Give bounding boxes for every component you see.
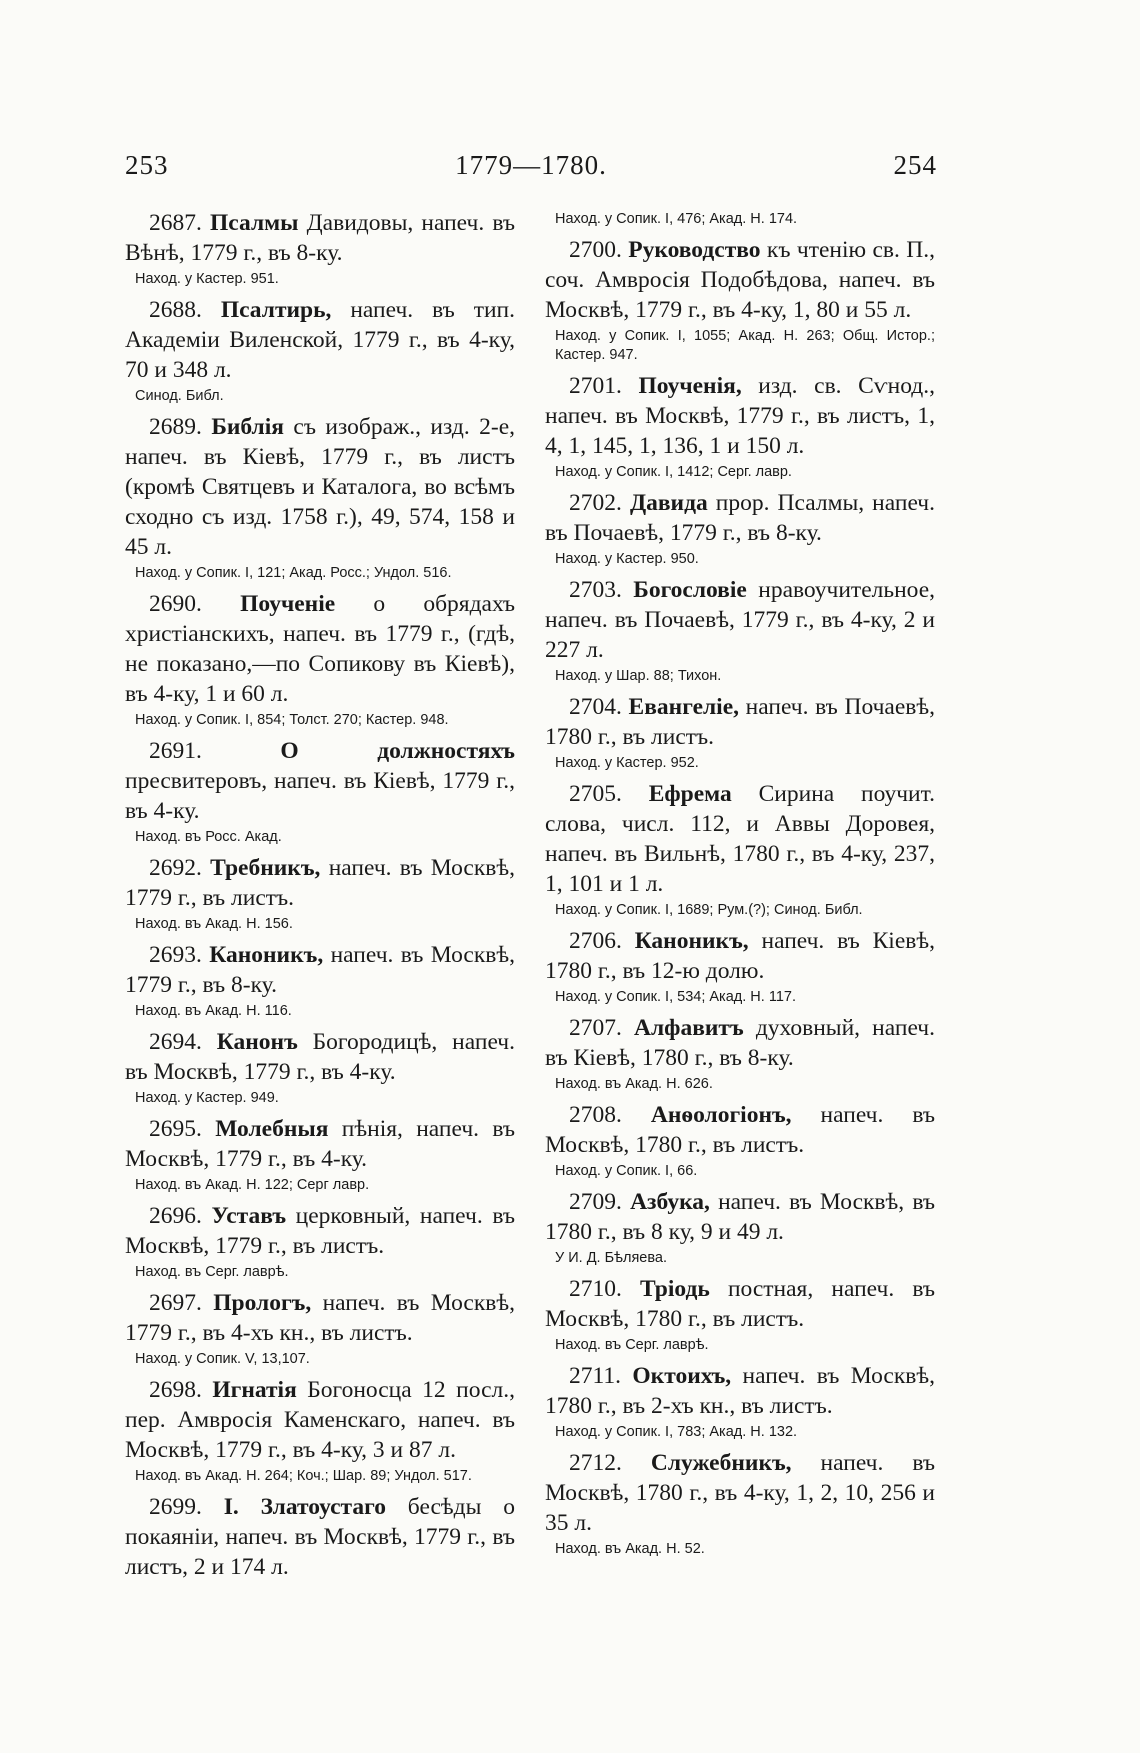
entry-source: Наход. у Кастер. 952. <box>555 755 699 771</box>
bibliography-entry <box>545 235 935 365</box>
entry-text <box>125 295 515 385</box>
entry-number: 2709. <box>569 1189 622 1215</box>
bibliography-entry <box>125 1288 515 1369</box>
entry-description: напеч. въ Москвѣ, 1779 г., въ 4-хъ кн., въ листъ. <box>125 1290 515 1346</box>
bibliography-entry <box>545 1013 935 1094</box>
entry-title: Уставъ <box>211 1203 287 1229</box>
entry-description: напеч. въ Москвѣ, 1780 г., въ листъ. <box>545 1102 935 1158</box>
entry-title: Евангеліе, <box>628 694 740 720</box>
entry-title: Игнатія <box>212 1377 297 1403</box>
entry-source: Наход. въ Росс. Акад. <box>135 829 282 845</box>
entry-description: Сирина поучит. слова, числ. 112, и Аввы Доровея, напеч. въ Вильнѣ, 1780 г., въ 4-ку, 237, 1, 101 и 1 л. <box>545 781 936 897</box>
entry-title: Требникъ, <box>210 855 321 881</box>
entry-text <box>125 1027 515 1087</box>
entry-title: Молебныя <box>215 1116 329 1142</box>
running-head-years: 1779—1780. <box>455 150 607 180</box>
entry-source: Наход. у Сопик. I, 1689; Рум.(?); Синод. Библ. <box>555 902 863 918</box>
entry-text <box>545 1274 935 1334</box>
left-column <box>125 208 515 1584</box>
entry-text <box>125 940 515 1000</box>
bibliography-entry <box>545 1448 935 1559</box>
entry-description: напеч. въ Москвѣ, въ 1780 г., въ 8 ку, 9 и 49 л. <box>545 1189 935 1245</box>
entry-description: напеч. въ Москвѣ, 1779 г., въ листъ. <box>125 855 515 911</box>
entry-number: 2694. <box>149 1029 202 1055</box>
entry-description: Богородицѣ, напеч. въ Москвѣ, 1779 г., въ 4-ку. <box>125 1029 515 1085</box>
entry-source: Наход. у Сопик. I, 121; Акад. Росс.; Ундол. 516. <box>135 565 452 581</box>
entry-text <box>125 1492 515 1582</box>
entry-description: къ чтенію св. П., соч. Амвросія Подобѣдова, напеч. въ Москвѣ, 1779 г., въ 4-ку, 1, 80 и 55 л. <box>545 237 936 323</box>
bibliography-entry <box>125 1114 515 1195</box>
entry-description: постная, напеч. въ Москвѣ, 1780 г., въ листъ. <box>545 1276 936 1332</box>
entry-text <box>125 853 515 913</box>
entry-number: 2706. <box>569 928 622 954</box>
bibliography-entry <box>545 1187 935 1268</box>
entry-description: напеч. въ Москвѣ, 1780 г., въ 4-ку, 1, 2, 10, 256 и 35 л. <box>545 1450 935 1536</box>
entry-source: Наход. у Кастер. 949. <box>135 1090 279 1106</box>
entry-title: Руководство <box>628 237 761 263</box>
entry-description: бесѣды о покаяніи, напеч. въ Москвѣ, 1779 г., въ листъ, 2 и 174 л. <box>125 1494 515 1580</box>
bibliography-entry <box>545 779 935 920</box>
entry-text <box>545 488 935 548</box>
page-number-left: 253 <box>125 150 169 180</box>
bibliography-entry <box>125 853 515 934</box>
entry-description: прор. Псалмы, напеч. въ Почаевѣ, 1779 г., въ 8-ку. <box>545 490 935 546</box>
entry-description: пѣнія, напеч. въ Москвѣ, 1779 г., въ 4-ку. <box>125 1116 515 1172</box>
entry-number: 2697. <box>149 1290 202 1316</box>
entry-text <box>125 412 515 562</box>
bibliography-entry <box>545 488 935 569</box>
entry-title: Октоихъ, <box>632 1363 732 1389</box>
entry-number: 2692. <box>149 855 202 881</box>
entry-description: изд. св. Сѵнод., напеч. въ Москвѣ, 1779 г., въ листъ, 1, 4, 1, 145, 1, 136, 1 и 150 л. <box>545 373 935 459</box>
entry-text <box>125 208 515 268</box>
entry-text <box>545 1187 935 1247</box>
entry-source: Наход. у Сопик. I, 1412; Серг. лавр. <box>555 464 792 480</box>
entry-number: 2701. <box>569 373 622 399</box>
entry-title: Азбука, <box>630 1189 710 1215</box>
entry-text <box>545 926 935 986</box>
entry-description: напеч. въ тип. Академіи Виленской, 1779 г., въ 4-ку, 70 и 348 л. <box>125 297 515 383</box>
entry-source: Наход. въ Акад. Н. 264; Коч.; Шар. 89; Ундол. 517. <box>135 1468 472 1484</box>
bibliography-entry <box>125 1375 515 1486</box>
entry-number: 2698. <box>149 1377 202 1403</box>
entry-number: 2693. <box>149 942 202 968</box>
bibliography-entry <box>125 589 515 730</box>
entry-number: 2710. <box>569 1276 622 1302</box>
entry-title: Давида <box>629 490 708 516</box>
entry-source: Наход. въ Серг. лаврѣ. <box>555 1337 709 1353</box>
entry-title: Анѳологіонъ, <box>650 1102 792 1128</box>
entry-description: церковный, напеч. въ Москвѣ, 1779 г., въ листъ. <box>125 1203 515 1259</box>
bibliography-entry <box>545 371 935 482</box>
bibliography-entry <box>125 412 515 583</box>
entry-title: Поученія, <box>638 373 742 399</box>
entry-number: 2689. <box>149 414 202 440</box>
entry-number: 2712. <box>569 1450 622 1476</box>
entry-description: съ изображ., изд. 2-е, напеч. въ Кіевѣ, 1779 г., въ листъ (кромѣ Святцевъ и Каталога, во всѣмъ сходно съ изд. 1758 г.), 49, 574, 158 и 45 л. <box>125 414 516 560</box>
entry-text <box>125 1114 515 1174</box>
entry-description: нравоучительное, напеч. въ Почаевѣ, 1779 г., въ 4-ку, 2 и 227 л. <box>545 577 935 663</box>
entry-description: духовный, напеч. въ Кіевѣ, 1780 г., въ 8-ку. <box>545 1015 935 1071</box>
entry-source: Наход. у Сопик. I, 476; Акад. Н. 174. <box>555 211 798 227</box>
entry-number: 2700. <box>569 237 622 263</box>
entry-text <box>545 1448 935 1538</box>
entry-number: 2703. <box>569 577 622 603</box>
entry-description: напеч. въ Почаевѣ, 1780 г., въ листъ. <box>545 694 936 750</box>
entry-text <box>125 736 515 826</box>
entry-number: 2708. <box>569 1102 622 1128</box>
entry-source: Наход. въ Акад. Н. 626. <box>555 1076 713 1092</box>
entry-title: О должностяхъ <box>280 738 515 764</box>
bibliography-entry <box>545 926 935 1007</box>
entry-title: Служебникъ, <box>650 1450 792 1476</box>
entry-source: Наход. у Сопик. I, 534; Акад. Н. 117. <box>555 989 796 1005</box>
bibliography-entry <box>545 1100 935 1181</box>
bibliography-entry <box>545 692 935 773</box>
bibliography-entry <box>125 208 515 289</box>
bibliography-entry <box>545 575 935 686</box>
entry-text <box>125 589 515 709</box>
page-number-right: 254 <box>893 150 937 180</box>
bibliography-entry <box>125 295 515 406</box>
entry-source: Наход. въ Акад. Н. 122; Серг лавр. <box>135 1177 370 1193</box>
entry-source: Наход. у Сопик. I, 1055; Акад. Н. 263; Общ. Истор.; Кастер. 947. <box>555 328 935 363</box>
entry-text <box>545 1013 935 1073</box>
entry-title: Богословіе <box>633 577 747 603</box>
entry-number: 2707. <box>569 1015 622 1041</box>
entry-text <box>125 1201 515 1261</box>
entry-title: I. Златоустаго <box>223 1494 386 1520</box>
entry-title: Поученіе <box>240 591 336 617</box>
entry-number: 2690. <box>149 591 202 617</box>
entry-number: 2702. <box>569 490 622 516</box>
entry-source: Наход. у Сопик. V, 13,107. <box>135 1351 310 1367</box>
entry-description: Богоносца 12 посл., пер. Амвросія Каменскаго, напеч. въ Москвѣ, 1779 г., въ 4-ку, 3 и 87 л. <box>125 1377 515 1463</box>
entry-text <box>545 1100 935 1160</box>
entry-description: напеч. въ Москвѣ, 1780 г., въ 2-хъ кн., въ листъ. <box>545 1363 935 1419</box>
entry-source: Наход. въ Акад. Н. 116. <box>135 1003 292 1019</box>
entry-text <box>125 1375 515 1465</box>
right-column <box>545 208 935 1565</box>
entry-title: Псалтирь, <box>220 297 332 323</box>
entry-source: Наход. въ Акад. Н. 52. <box>555 1541 705 1557</box>
entry-source: Наход. у Кастер. 951. <box>135 271 279 287</box>
page-header <box>125 150 937 190</box>
entry-number: 2699. <box>149 1494 202 1520</box>
entry-title: Каноникъ, <box>209 942 324 968</box>
entry-title: Канонъ <box>216 1029 298 1055</box>
bibliography-entry <box>125 1201 515 1282</box>
entry-title: Прологъ, <box>213 1290 312 1316</box>
entry-text <box>545 779 935 899</box>
entry-description: напеч. въ Москвѣ, 1779 г., въ 8-ку. <box>125 942 516 998</box>
entry-text <box>545 575 935 665</box>
entry-number: 2704. <box>569 694 622 720</box>
entry-title: Псалмы <box>210 210 299 236</box>
entry-source: Наход. въ Акад. Н. 156. <box>135 916 293 932</box>
entry-number: 2691. <box>149 738 202 764</box>
bibliography-entry <box>125 940 515 1021</box>
entry-title: Ефрема <box>648 781 732 807</box>
entry-number: 2705. <box>569 781 622 807</box>
entry-source: У И. Д. Бѣляева. <box>555 1250 668 1266</box>
bibliography-entry <box>545 1274 935 1355</box>
bibliography-entry <box>125 736 515 847</box>
entry-number: 2687. <box>149 210 202 236</box>
entry-number: 2695. <box>149 1116 202 1142</box>
entry-text <box>545 692 935 752</box>
entry-text <box>545 371 935 461</box>
entry-source: Наход. у Шар. 88; Тихон. <box>555 668 722 684</box>
entry-description: о обрядахъ христіанскихъ, напеч. въ 1779 г., (гдѣ, не показано,—по Сопикову въ Кіевѣ), въ 4-ку, 1 и 60 л. <box>125 591 515 707</box>
bibliography-entry <box>545 1361 935 1442</box>
bibliography-entry <box>125 1027 515 1108</box>
entry-number: 2696. <box>149 1203 202 1229</box>
entry-title: Библія <box>211 414 284 440</box>
entry-description: напеч. въ Кіевѣ, 1780 г., въ 12-ю долю. <box>545 928 935 984</box>
entry-source: Наход. у Сопик. I, 854; Толст. 270; Кастер. 948. <box>135 712 449 728</box>
entry-title: Алфавитъ <box>634 1015 744 1041</box>
entry-source: Наход. у Сопик. I, 783; Акад. Н. 132. <box>555 1424 798 1440</box>
entry-text <box>545 1361 935 1421</box>
bibliography-entry <box>125 1492 515 1582</box>
entry-text <box>545 235 935 325</box>
entry-title: Тріодь <box>640 1276 710 1302</box>
entry-source: Наход. у Сопик. I, 66. <box>555 1163 698 1179</box>
bibliography-entry <box>545 210 935 229</box>
entry-description: пресвитеровъ, напеч. въ Кіевѣ, 1779 г., въ 4-ку. <box>125 768 515 824</box>
entry-source: Наход. у Кастер. 950. <box>555 551 699 567</box>
entry-number: 2711. <box>569 1363 622 1389</box>
entry-title: Каноникъ, <box>634 928 749 954</box>
entry-text <box>125 1288 515 1348</box>
entry-source: Синод. Библ. <box>135 388 224 404</box>
entry-number: 2688. <box>149 297 202 323</box>
entry-source: Наход. въ Серг. лаврѣ. <box>135 1264 289 1280</box>
entry-description: Давидовы, напеч. въ Вѣнѣ, 1779 г., въ 8-ку. <box>125 210 515 266</box>
